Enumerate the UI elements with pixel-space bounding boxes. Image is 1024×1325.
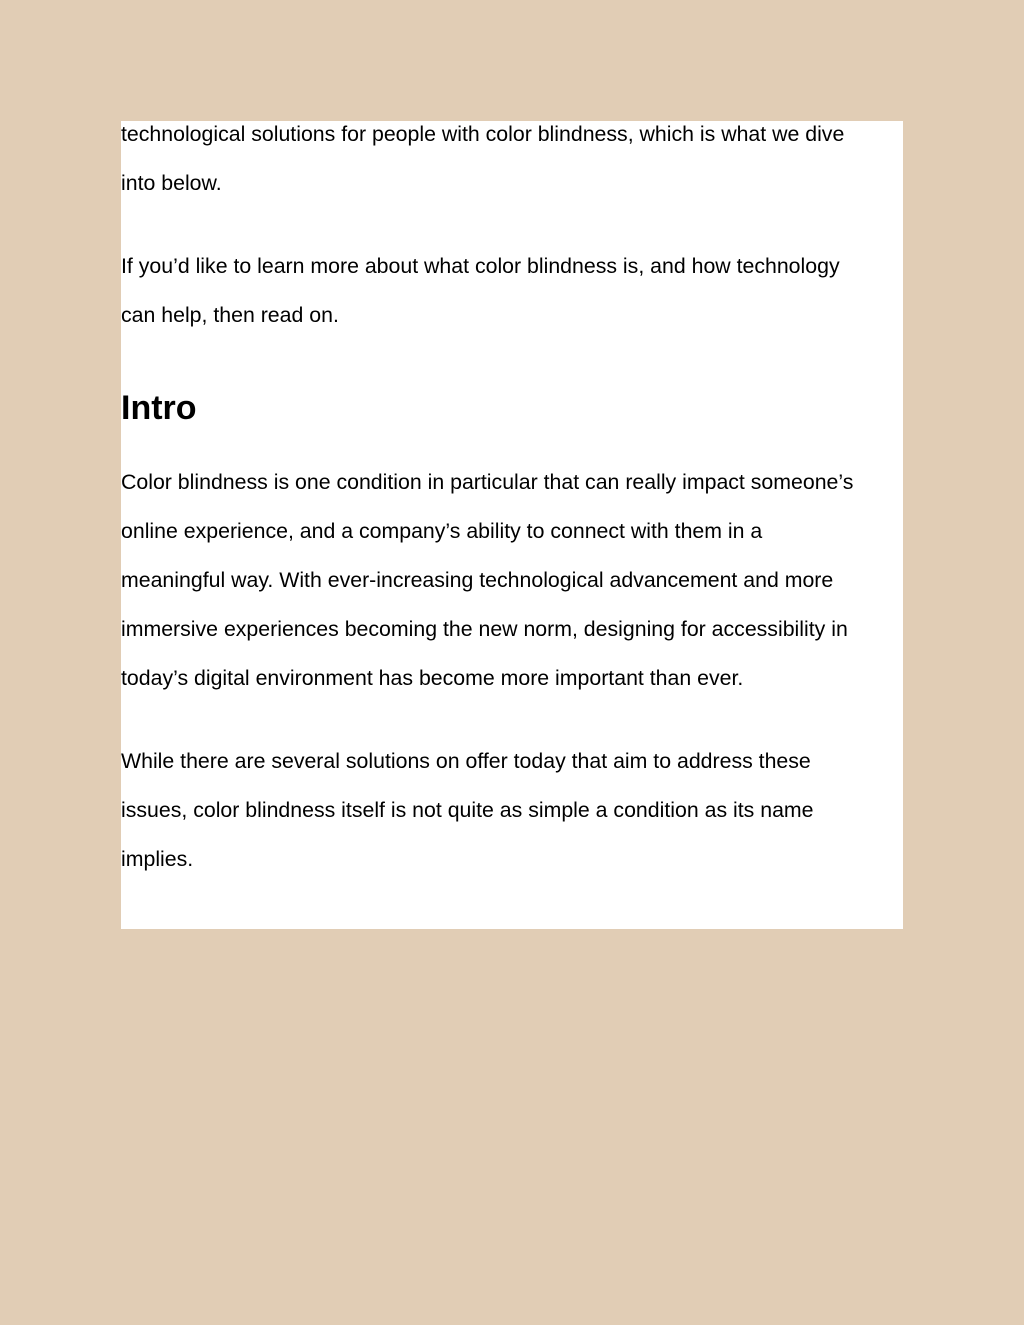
text-line: meaningful way. With ever-increasing technological advancement and more bbox=[121, 568, 834, 592]
text-line: immersive experiences becoming the new norm, designing for accessibility in bbox=[121, 617, 848, 641]
text-line: technological solutions for people with color blindness, which is what we dive bbox=[121, 122, 845, 146]
text-line: implies. bbox=[121, 847, 194, 871]
section-heading-intro: Intro bbox=[121, 389, 197, 427]
text-line: online experience, and a company’s ability to connect with them in a bbox=[121, 519, 763, 543]
text-line: today’s digital environment has become more important than ever. bbox=[121, 666, 744, 690]
text-line: into below. bbox=[121, 171, 222, 195]
paragraph-solutions bbox=[121, 737, 814, 884]
text-line: issues, color blindness itself is not quite as simple a condition as its name bbox=[121, 798, 814, 822]
paragraph-read-on bbox=[121, 242, 840, 340]
paragraph-intro-continuation bbox=[121, 110, 844, 208]
text-line: While there are several solutions on offer today that aim to address these bbox=[121, 749, 811, 773]
document-page bbox=[121, 121, 903, 929]
paragraph-color-blindness-impact bbox=[121, 458, 853, 703]
text-line: If you’d like to learn more about what color blindness is, and how technology bbox=[121, 254, 840, 278]
text-line: can help, then read on. bbox=[121, 303, 339, 327]
text-line: Color blindness is one condition in particular that can really impact someone’s bbox=[121, 470, 854, 494]
